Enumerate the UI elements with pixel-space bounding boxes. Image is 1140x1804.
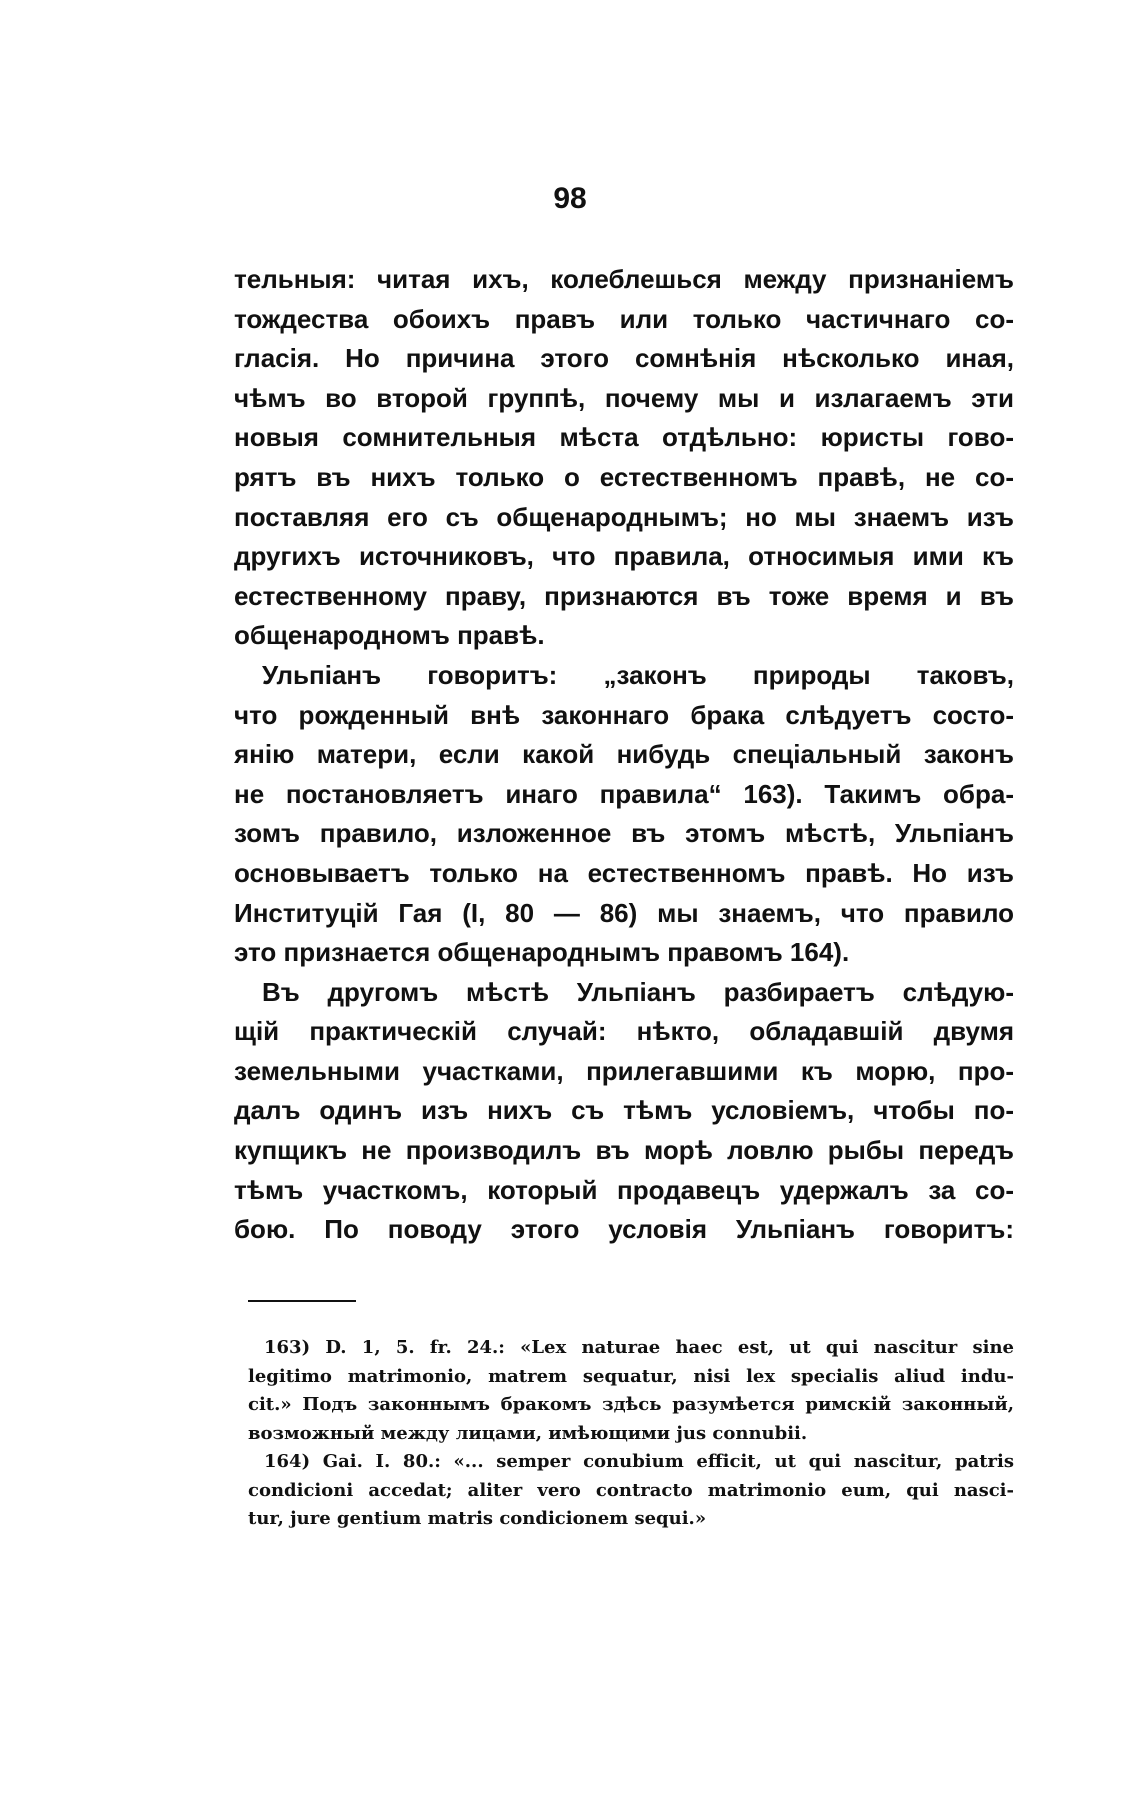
text-line: тѣмъ участкомъ, который продавецъ удержалъ за со- — [234, 1174, 1014, 1205]
footnote-line: legitimo matrimonio, matrem sequatur, nisi lex specialis aliud indu- — [248, 1365, 1014, 1387]
text-line: Институцій Гая (I, 80 — 86) мы знаемъ, что правило — [234, 897, 1014, 928]
text-line: зомъ правило, изложенное въ этомъ мѣстѣ, Ульпіанъ — [234, 818, 1014, 849]
footnote-line: 164) Gai. I. 80.: «... semper conubium efficit, ut qui nascitur, patris — [264, 1451, 1014, 1472]
text-line: основываетъ только на естественномъ правѣ. Но изъ — [234, 857, 1014, 888]
footnotes — [248, 1334, 1014, 1534]
footnote-divider — [248, 1300, 356, 1302]
footnote-line: 163) D. 1, 5. fr. 24.: «Lex naturae haec est, ut qui nascitur sine — [264, 1337, 1014, 1358]
text-line: янію матери, если какой нибудь спеціальный законъ — [234, 739, 1014, 770]
text-line: чѣмъ во второй группѣ, почему мы и излагаемъ эти — [234, 382, 1014, 413]
footnote-line: condicioni accedat; aliter vero contracto matrimonio eum, qui nasci- — [248, 1479, 1014, 1501]
text-line: новыя сомнительныя мѣста отдѣльно: юристы гово- — [234, 422, 1014, 453]
text-line: что рожденный внѣ законнаго брака слѣдуетъ состо- — [234, 699, 1014, 730]
text-line: щій практическій случай: нѣкто, обладавшій двумя — [234, 1016, 1014, 1047]
text-line: гласія. Но причина этого сомнѣнія нѣсколько иная, — [234, 343, 1014, 374]
text-line: Ульпіанъ говоритъ: „законъ природы таковъ, — [262, 659, 1014, 690]
footnote-line: cit.» Подъ законнымъ бракомъ здѣсь разумѣется римскій законный, — [248, 1394, 1014, 1415]
text-line: тельныя: читая ихъ, колеблешься между признаніемъ — [234, 264, 1014, 294]
text-line: Въ другомъ мѣстѣ Ульпіанъ разбираетъ слѣдую- — [262, 976, 1014, 1007]
text-line: рятъ въ нихъ только о естественномъ правѣ, не со- — [234, 461, 1014, 492]
footnote-line: tur, jure gentium matris condicionem sequi.» — [248, 1508, 707, 1529]
text-line: другихъ источниковъ, что правила, относимыя ими къ — [234, 541, 1014, 572]
text-line: далъ одинъ изъ нихъ съ тѣмъ условіемъ, чтобы по- — [234, 1095, 1014, 1126]
text-line: поставляя его съ общенароднымъ; но мы знаемъ изъ — [234, 501, 1014, 532]
text-line: это признается общенароднымъ правомъ 164). — [234, 937, 850, 968]
text-line: не постановляетъ инаго правила“ 163). Такимъ обра- — [234, 778, 1014, 809]
text-line: естественному праву, признаются въ тоже время и въ — [234, 580, 1014, 611]
text-line: общенародномъ правѣ. — [234, 620, 545, 651]
footnote-line: возможный между лицами, имѣющими jus connubii. — [248, 1422, 808, 1444]
page-number: 98 — [553, 182, 587, 215]
text-line: тождества обоихъ правъ или только частичнаго со- — [234, 303, 1014, 334]
text-line: бою. По поводу этого условія Ульпіанъ говоритъ: — [234, 1214, 1014, 1245]
text-line: земельными участками, прилегавшими къ морю, про- — [234, 1055, 1014, 1086]
main-text — [234, 260, 1014, 1250]
text-line: купщикъ не производилъ въ морѣ ловлю рыбы передъ — [234, 1135, 1014, 1166]
